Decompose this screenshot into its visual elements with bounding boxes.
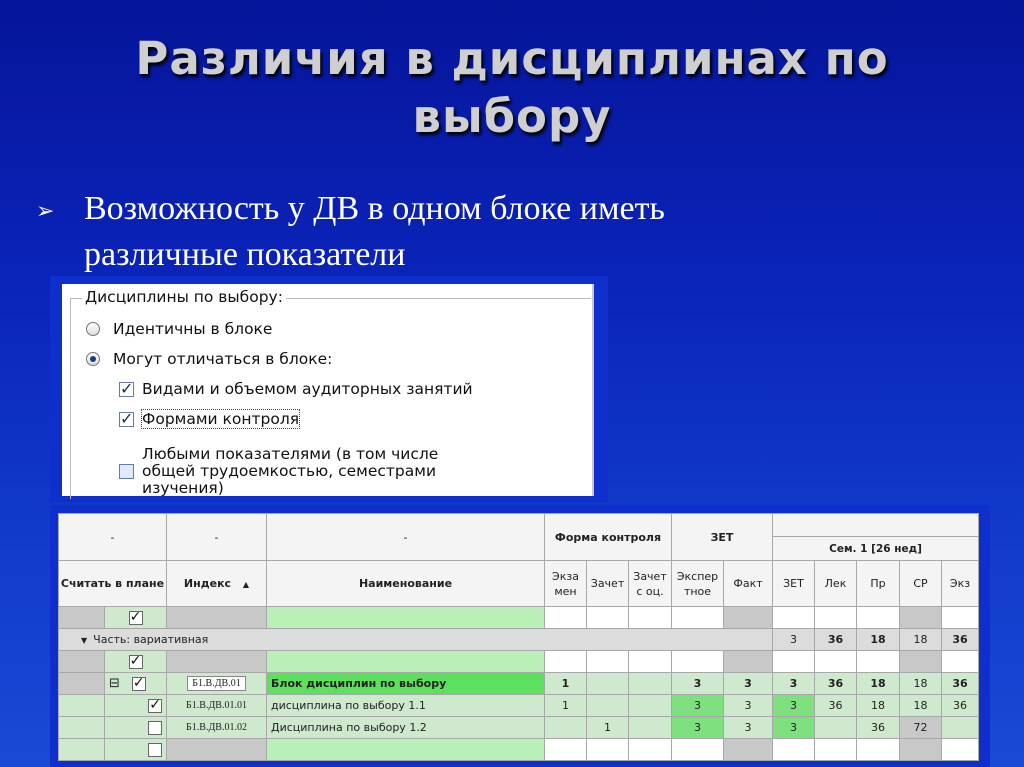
row-checkbox[interactable]: ✓ bbox=[129, 608, 142, 625]
collapse-minus-icon[interactable]: ⊟ bbox=[109, 676, 120, 691]
sort-asc-icon[interactable]: ▲ bbox=[242, 580, 250, 589]
header-ekz[interactable]: Экз bbox=[942, 561, 979, 607]
table-row bbox=[59, 607, 979, 629]
header-index-label: Индекс bbox=[183, 577, 232, 590]
header-fact[interactable]: Факт bbox=[724, 561, 773, 607]
table-row bbox=[59, 739, 979, 761]
header-zachet-oc[interactable]: Зачет с оц. bbox=[629, 561, 672, 607]
slide-title-line2: выбору bbox=[412, 90, 612, 143]
header-index[interactable] bbox=[167, 561, 267, 607]
header-zet2[interactable]: ЗЕТ bbox=[773, 561, 815, 607]
header-name[interactable]: Наименование bbox=[267, 561, 545, 607]
bullet-text-line2: различные показатели bbox=[84, 236, 406, 273]
checkbox-checked-icon[interactable]: ✓ bbox=[120, 378, 134, 398]
checkbox-any-label-1: Любыми показателями (в том числе bbox=[142, 445, 439, 463]
settings-panel bbox=[50, 276, 608, 502]
radio-off-icon[interactable] bbox=[86, 322, 100, 336]
row-checkbox[interactable]: ✓ bbox=[129, 652, 142, 669]
header-zet: ЗЕТ bbox=[672, 514, 773, 561]
table-row bbox=[59, 651, 979, 673]
header-zachet[interactable]: Зачет bbox=[587, 561, 629, 607]
table-row-part: ▼ Часть: вариативная 3 36 18 18 36 bbox=[59, 629, 979, 651]
discipline-1-name: дисциплина по выбору 1.1 bbox=[267, 695, 545, 717]
radio-different[interactable] bbox=[86, 350, 332, 368]
plan-grid bbox=[58, 513, 979, 761]
checkbox-forms[interactable] bbox=[119, 410, 299, 428]
header-dash-3: - bbox=[267, 514, 545, 561]
header-sr[interactable]: СР bbox=[900, 561, 942, 607]
block-index: Б1.В.ДВ.01 bbox=[187, 676, 245, 691]
checkbox-unchecked-icon[interactable] bbox=[119, 464, 134, 479]
header-semester: Сем. 1 [26 нед] bbox=[773, 537, 979, 561]
checkbox-forms-label: Формами контроля bbox=[142, 410, 300, 428]
table-row-discipline-2: Б1.В.ДВ.01.02 Дисциплина по выбору 1.2 1 3 3 3 36 72 bbox=[59, 717, 979, 739]
checkbox-any[interactable] bbox=[119, 446, 438, 497]
slide-title-line1: Различия в дисциплинах по bbox=[135, 32, 889, 85]
radio-identical-label: Идентичны в блоке bbox=[113, 320, 273, 338]
slide-title bbox=[60, 30, 964, 146]
row-checkbox[interactable]: ✓ bbox=[149, 696, 161, 713]
table-row-discipline-1: ✓ Б1.В.ДВ.01.01 дисциплина по выбору 1.1 1 3 3 3 36 18 18 36 bbox=[59, 695, 979, 717]
header-pr[interactable]: Пр bbox=[857, 561, 900, 607]
checkbox-any-label-2: общей трудоемкостью, семестрами bbox=[142, 462, 437, 480]
row-checkbox-empty[interactable] bbox=[148, 743, 162, 757]
checkbox-any-label-3: изучения) bbox=[142, 479, 224, 497]
header-dash-2: - bbox=[167, 514, 267, 561]
bullet-text-line1: Возможность у ДВ в одном блоке иметь bbox=[84, 190, 665, 227]
checkbox-types[interactable] bbox=[119, 380, 473, 398]
table-row-block: ⊟ ✓ Б1.В.ДВ.01 Блок дисциплин по выбору 1 3 3 3 36 18 18 36 bbox=[59, 673, 979, 695]
header-exam[interactable]: Экза мен bbox=[545, 561, 587, 607]
radio-on-icon[interactable] bbox=[86, 352, 100, 366]
checkbox-checked-icon[interactable]: ✓ bbox=[120, 408, 134, 428]
collapse-triangle-icon[interactable]: ▼ bbox=[81, 636, 88, 645]
group-title: Дисциплины по выбору: bbox=[82, 288, 286, 306]
row-checkbox[interactable]: ✓ bbox=[132, 675, 145, 691]
header-dash-1: - bbox=[59, 514, 167, 561]
arrow-bullet-icon: ➢ bbox=[36, 198, 55, 223]
radio-different-label: Могут отличаться в блоке: bbox=[113, 350, 333, 368]
header-count-in-plan[interactable]: Считать в плане bbox=[59, 561, 167, 607]
discipline-2-name: Дисциплина по выбору 1.2 bbox=[267, 717, 545, 739]
checkbox-types-label: Видами и объемом аудиторных занятий bbox=[142, 380, 473, 398]
radio-identical[interactable] bbox=[86, 320, 272, 338]
header-lek[interactable]: Лек bbox=[815, 561, 857, 607]
header-expert[interactable]: Экспер тное bbox=[672, 561, 724, 607]
part-label: Часть: вариативная bbox=[93, 633, 209, 646]
row-checkbox-empty[interactable] bbox=[148, 721, 162, 735]
plan-grid-frame bbox=[50, 505, 990, 767]
header-blank bbox=[773, 514, 979, 537]
header-form-control: Форма контроля bbox=[545, 514, 672, 561]
block-name: Блок дисциплин по выбору bbox=[267, 673, 545, 695]
